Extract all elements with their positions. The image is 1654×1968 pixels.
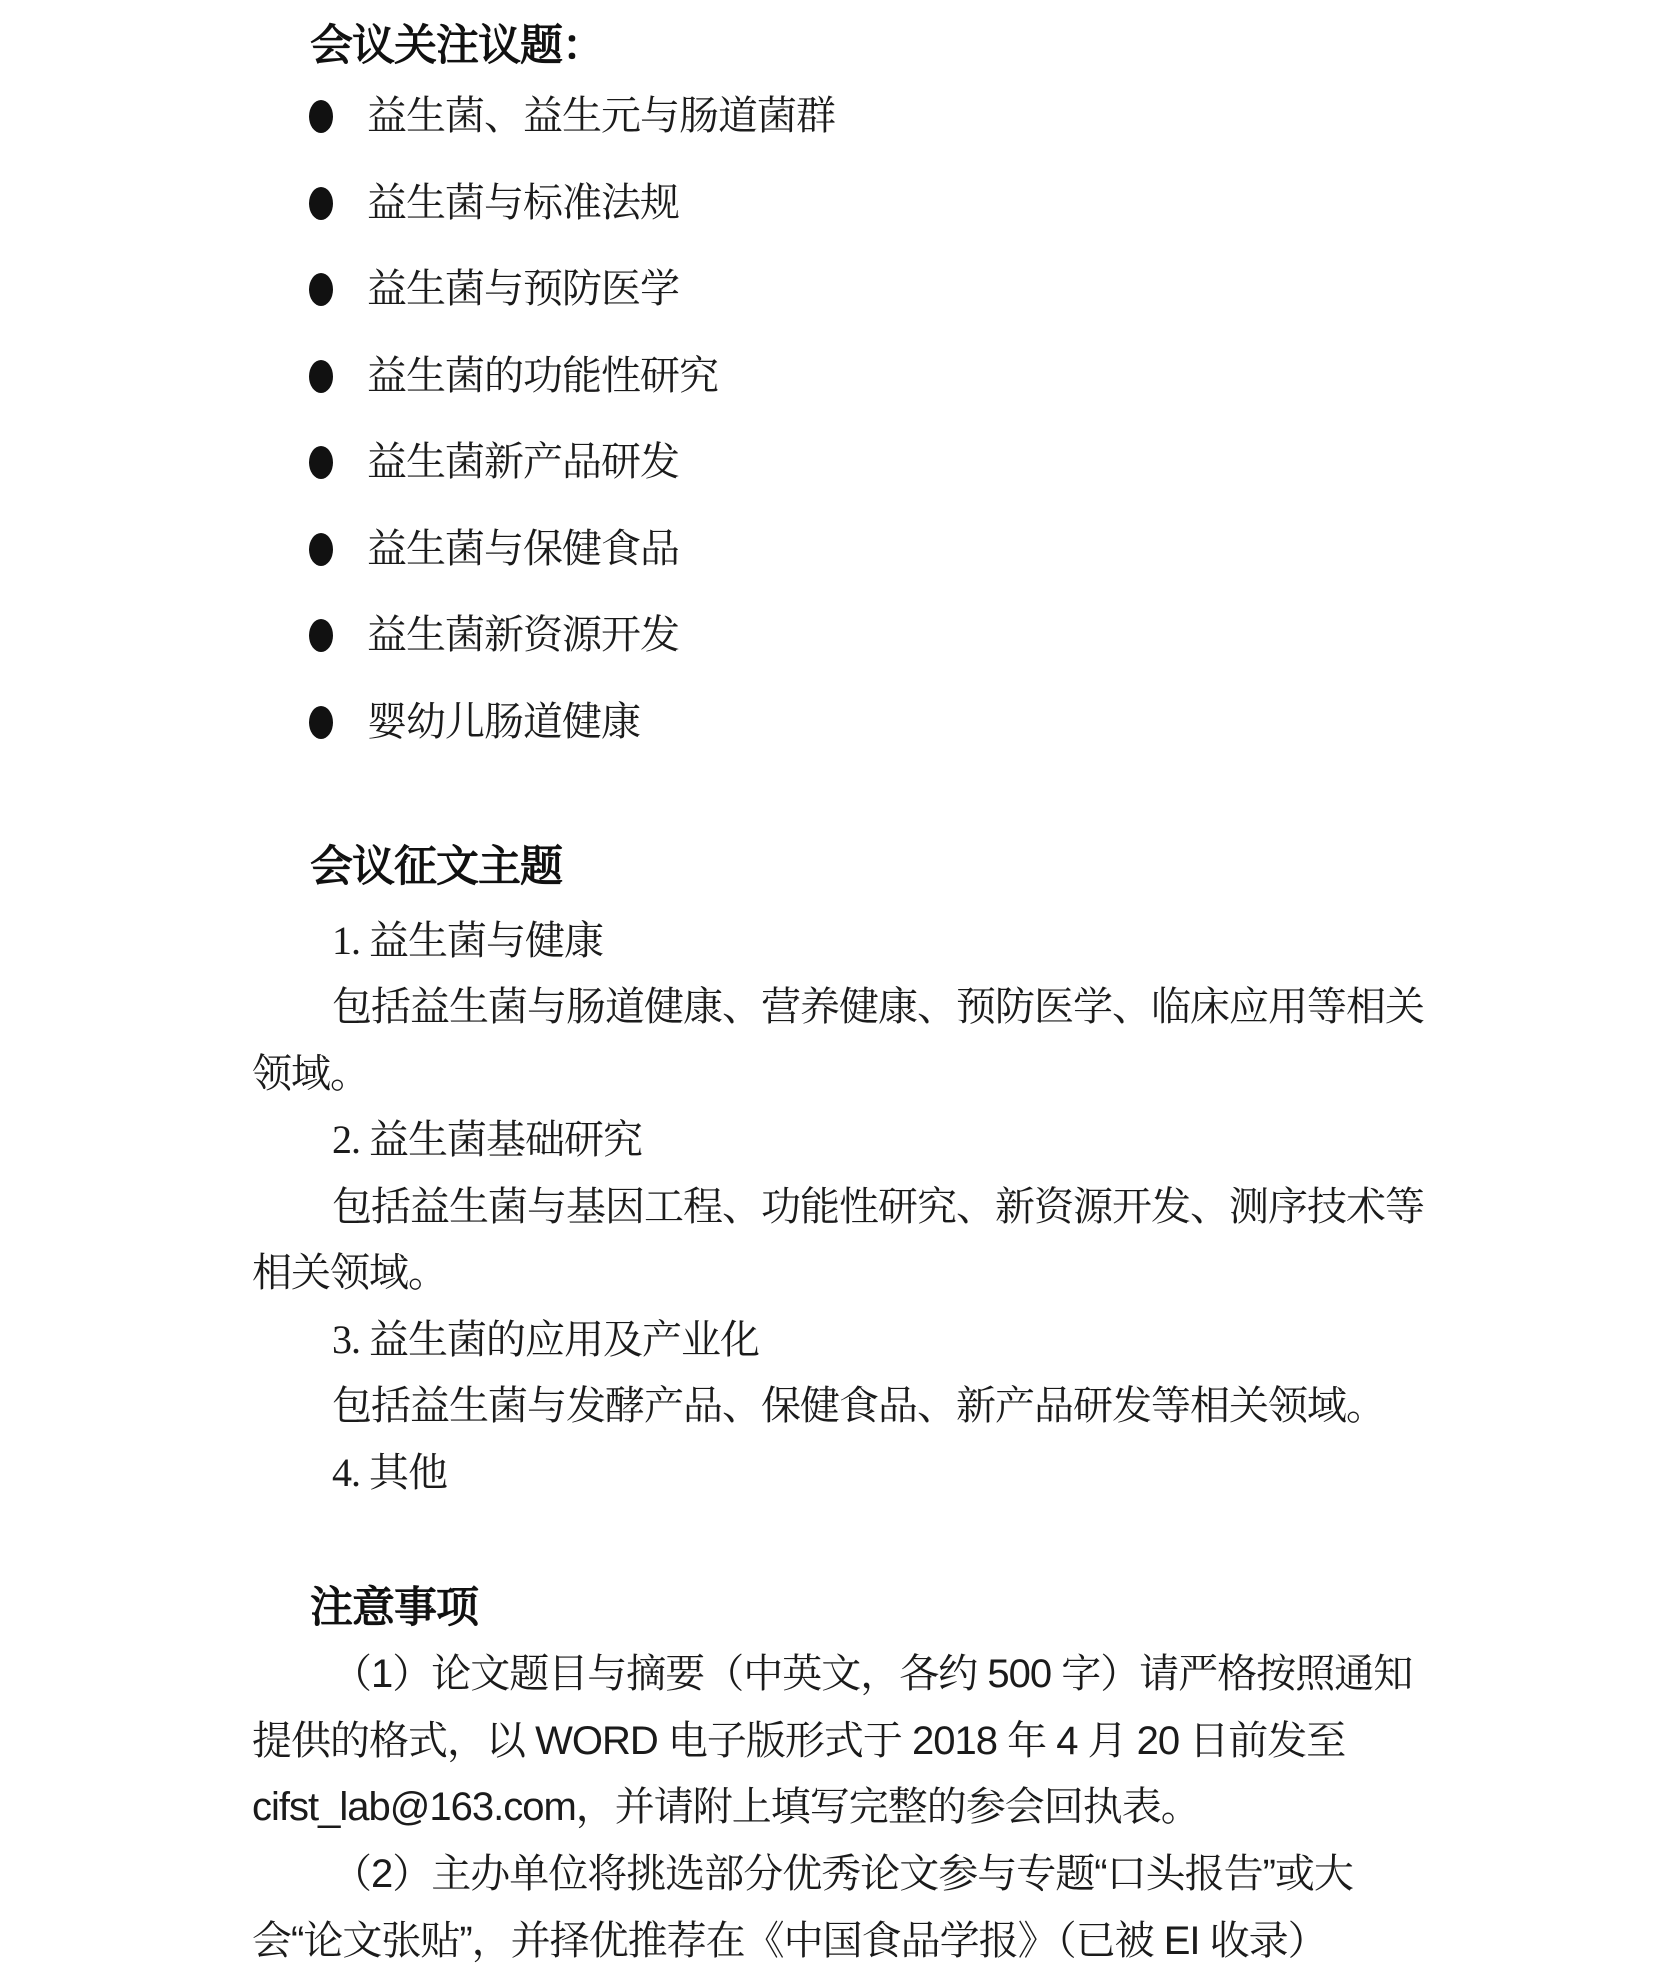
list-item xyxy=(309,526,679,572)
paragraph-line: 包括益生菌与发酵产品、保健食品、新产品研发等相关领域。 xyxy=(332,1383,1385,1428)
paragraph-line: 会“论文张贴”，并择优推荐在《中国食品学报》（已被 EI 收录） xyxy=(252,1919,1327,1963)
paragraph-line: 提供的格式，以 WORD 电子版形式于 2018 年 4 月 20 日前发至 xyxy=(252,1719,1346,1763)
numbered-item: 3. 益生菌的应用及产业化 xyxy=(332,1317,759,1362)
paragraph-line: cifst_lab@163.com，并请附上填写完整的参会回执表。 xyxy=(252,1785,1200,1829)
paragraph-line: （2）主办单位将挑选部分优秀论文参与专题“口头报告”或大 xyxy=(332,1852,1353,1896)
list-item xyxy=(309,612,679,658)
bullet-icon xyxy=(309,533,333,566)
numbered-item: 2. 益生菌基础研究 xyxy=(332,1117,642,1162)
list-item xyxy=(309,439,679,485)
list-item-label: 益生菌、益生元与肠道菌群 xyxy=(367,93,835,138)
list-item-label: 益生菌新产品研发 xyxy=(367,439,679,484)
bullet-icon xyxy=(309,187,333,220)
paragraph-line: 包括益生菌与肠道健康、营养健康、预防医学、临床应用等相关 xyxy=(332,984,1424,1029)
list-item-label: 益生菌与预防医学 xyxy=(367,266,679,311)
bullet-icon xyxy=(309,100,333,133)
bullet-icon xyxy=(309,706,333,739)
numbered-item: 4. 其他 xyxy=(332,1450,447,1495)
paragraph-line: 包括益生菌与基因工程、功能性研究、新资源开发、测序技术等 xyxy=(332,1184,1424,1229)
list-item-label: 益生菌与保健食品 xyxy=(367,526,679,571)
list-item xyxy=(309,699,640,745)
notes-heading: 注意事项 xyxy=(310,1584,478,1632)
paragraph-line: 相关领域。 xyxy=(252,1250,447,1295)
topics-heading: 会议关注议题： xyxy=(310,22,604,70)
list-item-label: 婴幼儿肠道健康 xyxy=(367,699,640,744)
list-item-label: 益生菌的功能性研究 xyxy=(367,353,718,398)
bullet-icon xyxy=(309,273,333,306)
numbered-item: 1. 益生菌与健康 xyxy=(332,918,603,963)
paragraph-line: 领域。 xyxy=(252,1051,369,1096)
bullet-icon xyxy=(309,619,333,652)
call-for-papers-heading: 会议征文主题 xyxy=(310,843,562,891)
bullet-icon xyxy=(309,446,333,479)
list-item-label: 益生菌新资源开发 xyxy=(367,612,679,657)
list-item xyxy=(309,93,835,139)
list-item xyxy=(309,353,718,399)
list-item xyxy=(309,180,679,226)
bullet-icon xyxy=(309,360,333,393)
paragraph-line: （1）论文题目与摘要（中英文，各约 500 字）请严格按照通知 xyxy=(332,1652,1413,1696)
list-item-label: 益生菌与标准法规 xyxy=(367,180,679,225)
list-item xyxy=(309,266,679,312)
